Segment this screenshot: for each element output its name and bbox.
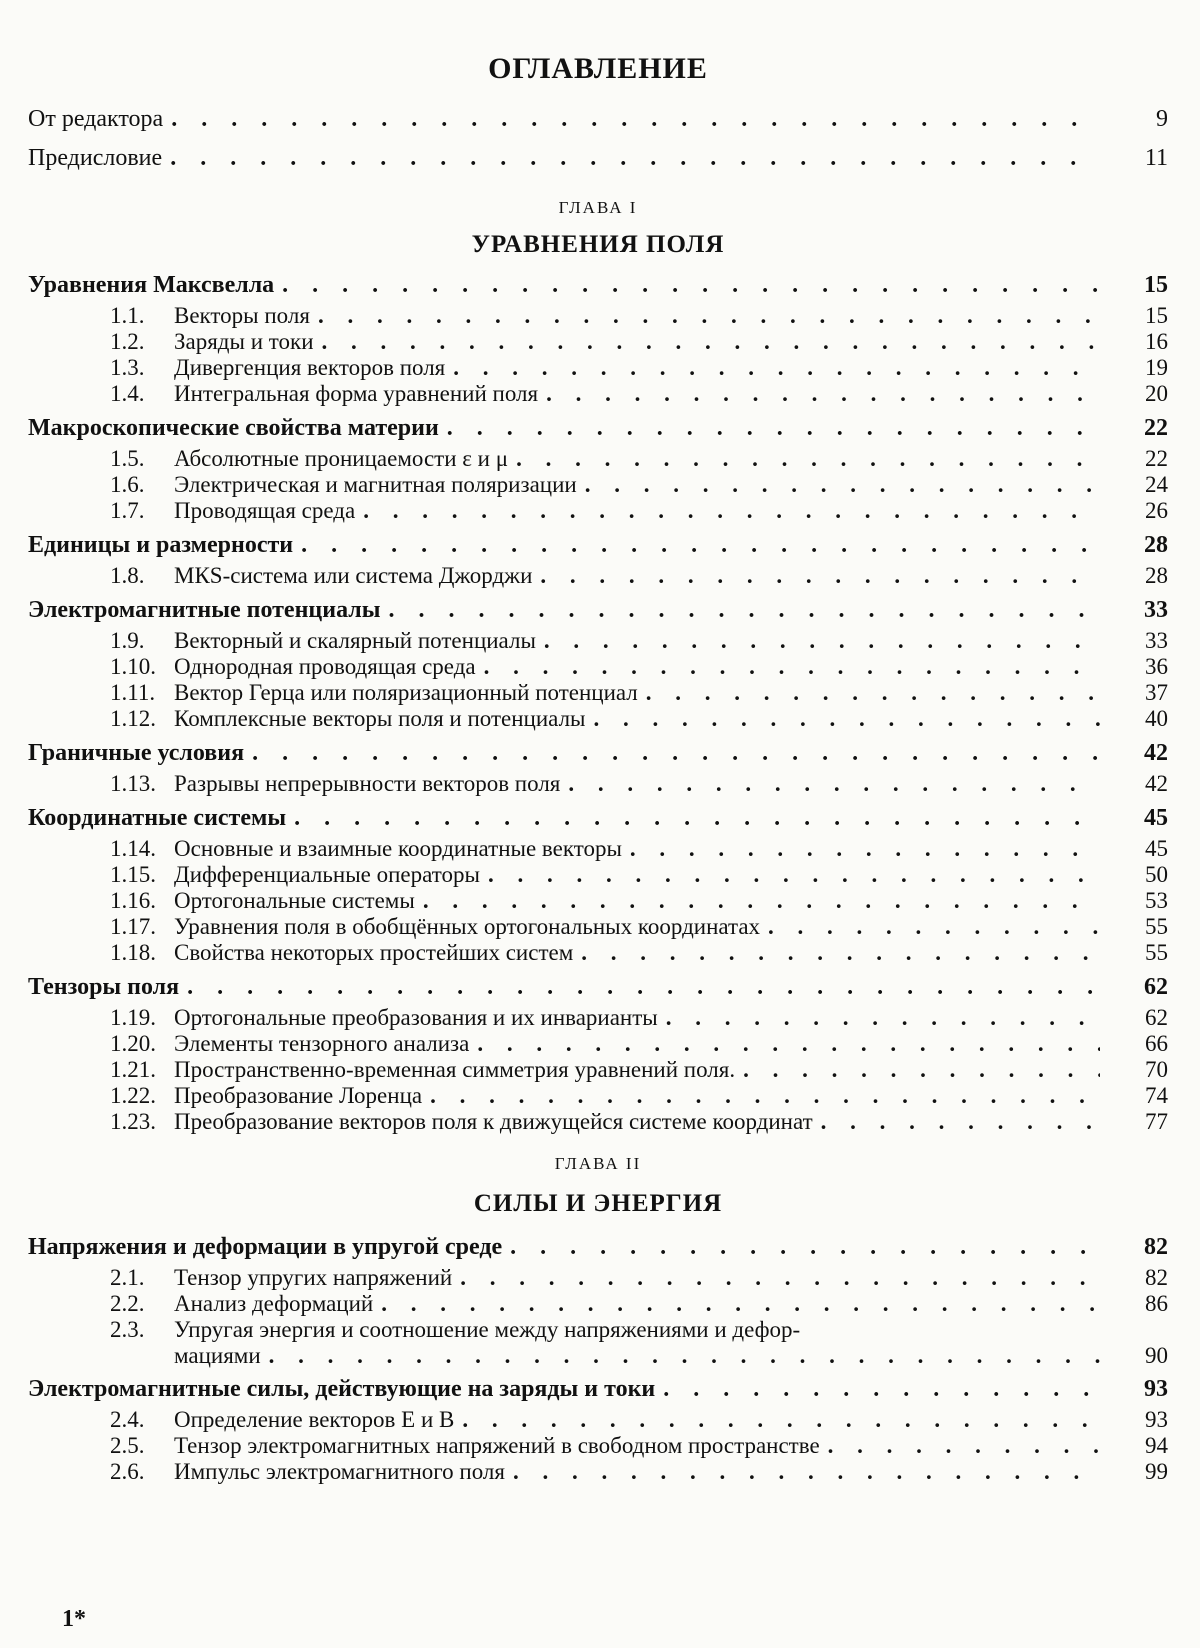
page-number: 28	[1145, 563, 1168, 588]
toc-entry: Предисловие . . . 11	[28, 145, 1168, 173]
entry-title: Вектор Герца или поляризационный потенциал	[174, 680, 638, 705]
dot-leader	[594, 706, 1101, 732]
section-number: 1.1.	[110, 303, 145, 328]
entry-title: Однородная проводящая среда	[174, 654, 476, 679]
subsection-entry	[28, 914, 1168, 942]
entry-title: Векторы поля	[174, 303, 310, 328]
entry-title: Граничные условия	[28, 740, 245, 766]
entry-title: Свойства некоторых простейших систем	[174, 940, 574, 965]
entry-title: Преобразование векторов поля к движущейся системе координат	[174, 1109, 813, 1134]
entry-title: Основные и взаимные координатные векторы	[174, 836, 622, 861]
subsection-entry	[28, 1005, 1168, 1033]
entry-title: Уравнения поля в обобщённых ортогональных координатах	[174, 914, 761, 939]
section-number: 1.19.	[110, 1005, 156, 1030]
subsection-entry	[28, 706, 1168, 734]
subsection-entry	[28, 628, 1168, 656]
page-number: 22	[1144, 415, 1168, 441]
dot-leader	[363, 498, 1100, 524]
dot-leader	[484, 654, 1100, 680]
subsection-entry	[28, 498, 1168, 526]
dot-leader	[388, 597, 1100, 624]
subsection-entry	[28, 680, 1168, 708]
dot-leader	[252, 740, 1100, 767]
dot-leader	[540, 563, 1100, 589]
section-number: 1.4.	[110, 381, 145, 406]
dot-leader	[488, 862, 1100, 888]
chapter-label: ГЛАВА II	[554, 1154, 642, 1173]
page-number: 40	[1145, 706, 1168, 731]
dot-leader	[585, 472, 1100, 498]
entry-title: Заряды и токи	[174, 329, 314, 354]
section-heading	[28, 532, 1168, 560]
section-number: 1.18.	[110, 940, 156, 965]
subsection-entry	[28, 862, 1168, 890]
page-number: 77	[1145, 1109, 1168, 1134]
entry-title: Абсолютные проницаемости ε и μ	[174, 446, 509, 471]
section-heading	[28, 272, 1168, 300]
section-number: 1.16.	[110, 888, 156, 913]
section-number: 1.7.	[110, 498, 145, 523]
section-heading	[28, 974, 1168, 1002]
dot-leader	[322, 329, 1100, 355]
entry-title: Преобразование Лоренца	[174, 1083, 423, 1108]
dot-leader	[447, 415, 1100, 442]
subsection-entry	[28, 381, 1168, 409]
entry-title: Макроскопические свойства материи	[28, 415, 439, 441]
subsection-entry	[28, 1083, 1168, 1111]
page-number: 55	[1145, 914, 1168, 939]
subsection-entry	[28, 836, 1168, 864]
entry-title: Тензоры поля	[28, 974, 180, 1000]
page-number: 45	[1145, 836, 1168, 861]
entry-title: Интегральная форма уравнений поля	[174, 381, 539, 406]
page-number: 45	[1144, 805, 1168, 831]
section-number: 1.23.	[110, 1109, 156, 1134]
page-number: 16	[1145, 329, 1168, 354]
dot-leader	[544, 628, 1100, 654]
chapter-title: УРАВНЕНИЯ ПОЛЯ	[471, 231, 725, 258]
section-heading: Электромагнитные силы, действующие на заряды и токи . . . 93	[28, 1376, 1168, 1404]
entry-title: Электрическая и магнитная поляризации	[174, 472, 577, 497]
dot-leader	[743, 1057, 1100, 1083]
dot-leader	[666, 1005, 1100, 1031]
section-heading: Напряжения и деформации в упругой среде . . . 82	[28, 1234, 1168, 1262]
section-number: 1.13.	[110, 771, 156, 796]
section-number: 1.5.	[110, 446, 145, 471]
page-number: 28	[1144, 532, 1168, 558]
entry-title: МКS-система или система Джорджи	[174, 563, 533, 588]
page-number: 62	[1144, 974, 1168, 1000]
page-number: 20	[1145, 381, 1168, 406]
subsection-entry	[28, 472, 1168, 500]
section-number: 1.15.	[110, 862, 156, 887]
section-heading	[28, 597, 1168, 625]
subsection-entry: 2.2. Анализ деформаций . . . 86	[28, 1291, 1168, 1319]
section-number: 1.20.	[110, 1031, 156, 1056]
section-number: 1.2.	[110, 329, 145, 354]
page-number: 15	[1145, 303, 1168, 328]
dot-leader	[477, 1031, 1100, 1057]
entry-title: Дивергенция векторов поля	[174, 355, 446, 380]
subsection-entry	[28, 1057, 1168, 1085]
page-number: 26	[1145, 498, 1168, 523]
subsection-entry-line2: мациями . . . 90	[28, 1343, 1168, 1371]
subsection-entry	[28, 329, 1168, 357]
page-signature: 1*	[62, 1606, 86, 1632]
entry-title: Проводящая среда	[174, 498, 356, 523]
section-number: 1.9.	[110, 628, 145, 653]
entry-title: Уравнения Максвелла	[28, 272, 275, 298]
chapter-label: ГЛАВА I	[558, 198, 638, 217]
dot-leader	[516, 446, 1100, 472]
section-number: 1.10.	[110, 654, 156, 679]
subsection-entry: 2.1. Тензор упругих напряжений . . . 82	[28, 1265, 1168, 1293]
subsection-entry: 2.4. Определение векторов Е и В . . . 93	[28, 1407, 1168, 1435]
section-heading	[28, 740, 1168, 768]
subsection-entry	[28, 303, 1168, 331]
page-title: ОГЛАВЛЕНИЕ	[488, 52, 708, 85]
section-number: 1.17.	[110, 914, 156, 939]
dot-leader	[282, 272, 1100, 299]
subsection-entry-line1: 2.3. Упругая энергия и соотношение между напряжениями и дефор-	[110, 1317, 801, 1342]
page-number: 33	[1144, 597, 1168, 623]
dot-leader	[821, 1109, 1100, 1135]
dot-leader	[430, 1083, 1100, 1109]
page-number: 42	[1144, 740, 1168, 766]
chapter-title: СИЛЫ И ЭНЕРГИЯ	[473, 1190, 723, 1217]
subsection-entry	[28, 446, 1168, 474]
dot-leader	[187, 974, 1100, 1001]
section-heading	[28, 805, 1168, 833]
entry-title: Векторный и скалярный потенциалы	[174, 628, 536, 653]
entry-title: Разрывы непрерывности векторов поля	[174, 771, 561, 796]
section-number: 1.6.	[110, 472, 145, 497]
page-number: 74	[1145, 1083, 1168, 1108]
page-number: 19	[1145, 355, 1168, 380]
dot-leader	[581, 940, 1100, 966]
section-number: 1.21.	[110, 1057, 156, 1082]
dot-leader	[630, 836, 1100, 862]
page-number: 36	[1145, 654, 1168, 679]
dot-leader	[646, 680, 1100, 706]
page-number: 66	[1145, 1031, 1168, 1056]
page-number: 55	[1145, 940, 1168, 965]
page-number: 33	[1145, 628, 1168, 653]
entry-title: Электромагнитные потенциалы	[28, 597, 381, 623]
entry-title: Единицы и размерности	[28, 532, 294, 558]
subsection-entry	[28, 654, 1168, 682]
page-number: 15	[1144, 272, 1168, 298]
entry-title: Дифференциальные операторы	[174, 862, 480, 887]
entry-title: Пространственно-временная симметрия уравнений поля.	[174, 1057, 736, 1082]
subsection-entry	[28, 563, 1168, 591]
dot-leader	[294, 805, 1100, 832]
page-number: 22	[1145, 446, 1168, 471]
section-number: 1.22.	[110, 1083, 156, 1108]
page-number: 53	[1145, 888, 1168, 913]
page-number: 50	[1145, 862, 1168, 887]
entry-title: Ортогональные системы	[174, 888, 415, 913]
section-number: 1.11.	[110, 680, 156, 705]
dot-leader	[301, 532, 1100, 559]
section-number: 1.8.	[110, 563, 145, 588]
subsection-entry	[28, 1031, 1168, 1059]
subsection-entry	[28, 888, 1168, 916]
dot-leader	[768, 914, 1100, 940]
dot-leader	[423, 888, 1100, 914]
dot-leader	[568, 771, 1100, 797]
page-number: 37	[1145, 680, 1168, 705]
section-number: 1.14.	[110, 836, 156, 861]
section-heading	[28, 415, 1168, 443]
page-number: 24	[1145, 472, 1168, 497]
toc-entry: От редактора . . . 9	[28, 106, 1168, 134]
entry-title: Ортогональные преобразования и их инварианты	[174, 1005, 658, 1030]
dot-leader	[318, 303, 1100, 329]
page-number: 42	[1145, 771, 1168, 796]
entry-title: Комплексные векторы поля и потенциалы	[174, 706, 586, 731]
dot-leader	[546, 381, 1100, 407]
subsection-entry	[28, 355, 1168, 383]
section-number: 1.3.	[110, 355, 145, 380]
subsection-entry	[28, 771, 1168, 799]
subsection-entry	[28, 1109, 1168, 1137]
subsection-entry	[28, 940, 1168, 968]
entry-title: Координатные системы	[28, 805, 287, 831]
page-number: 70	[1145, 1057, 1168, 1082]
section-number: 1.12.	[110, 706, 156, 731]
entry-title: Элементы тензорного анализа	[174, 1031, 470, 1056]
page-number: 62	[1145, 1005, 1168, 1030]
subsection-entry: 2.6. Импульс электромагнитного поля . . . 99	[28, 1459, 1168, 1487]
dot-leader	[453, 355, 1100, 381]
subsection-entry: 2.5. Тензор электромагнитных напряжений в свободном пространстве . . . 94	[28, 1433, 1168, 1461]
